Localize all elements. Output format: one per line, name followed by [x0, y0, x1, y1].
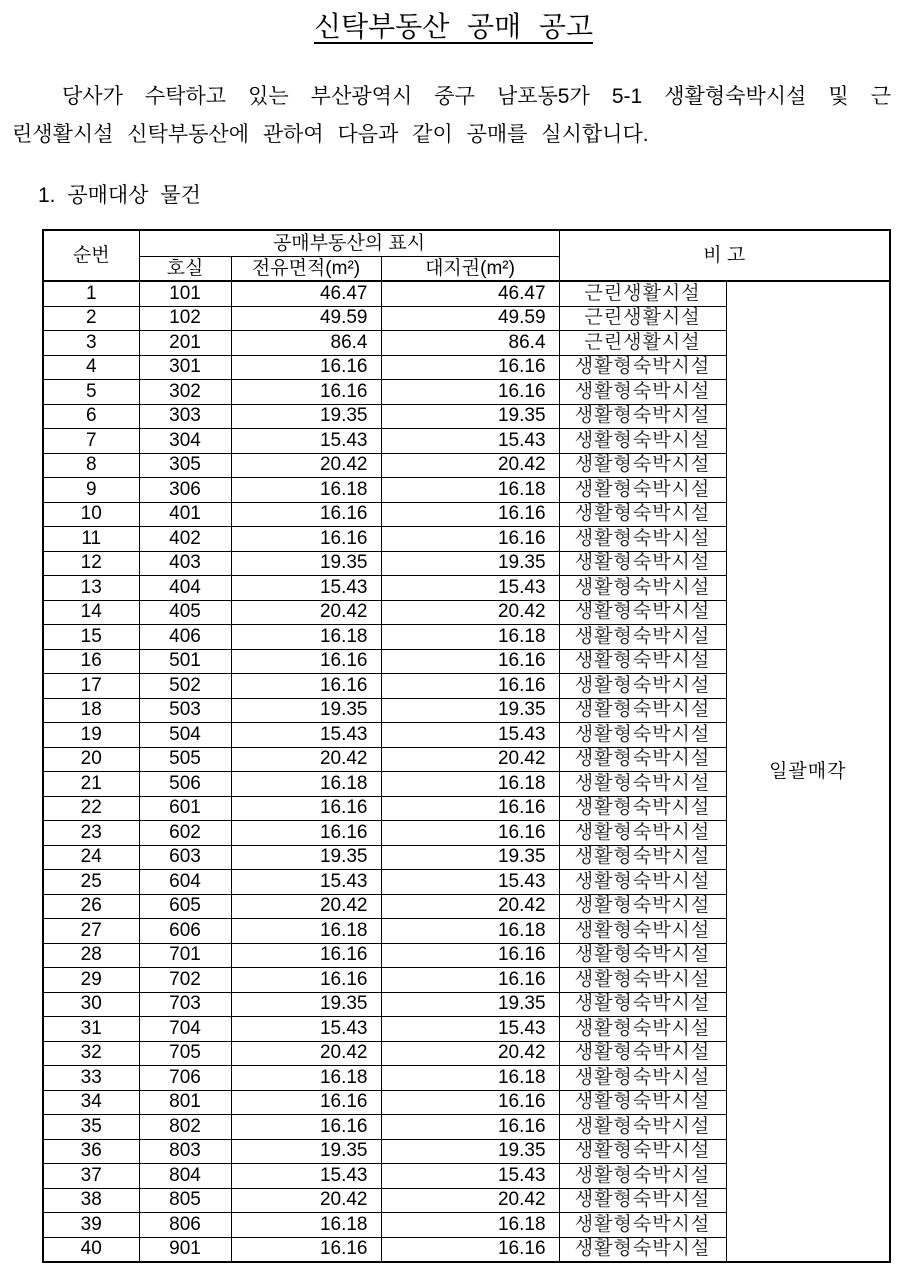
seq-cell: 1: [43, 281, 139, 306]
exclusive-area-cell: 49.59: [231, 306, 381, 331]
seq-cell: 10: [43, 502, 139, 527]
exclusive-area-cell: 16.16: [231, 502, 381, 527]
facility-type-cell: 생활형숙박시설: [559, 1090, 726, 1115]
facility-type-cell: 생활형숙박시설: [559, 992, 726, 1017]
land-right-cell: 16.16: [381, 796, 559, 821]
room-cell: 605: [139, 894, 231, 919]
land-right-cell: 20.42: [381, 600, 559, 625]
room-cell: 706: [139, 1066, 231, 1091]
seq-cell: 28: [43, 943, 139, 968]
land-right-cell: 16.18: [381, 1213, 559, 1238]
land-right-cell: 16.16: [381, 380, 559, 405]
exclusive-area-cell: 16.16: [231, 649, 381, 674]
exclusive-area-cell: 16.18: [231, 772, 381, 797]
document-page: [0, 10, 907, 1280]
facility-type-cell: 생활형숙박시설: [559, 747, 726, 772]
room-cell: 302: [139, 380, 231, 405]
header-land-right: 대지권(m²): [381, 257, 559, 282]
seq-cell: 6: [43, 404, 139, 429]
room-cell: 504: [139, 723, 231, 748]
land-right-cell: 16.16: [381, 1115, 559, 1140]
exclusive-area-cell: 16.16: [231, 527, 381, 552]
exclusive-area-cell: 16.18: [231, 1066, 381, 1091]
facility-type-cell: 생활형숙박시설: [559, 380, 726, 405]
seq-cell: 2: [43, 306, 139, 331]
seq-cell: 32: [43, 1041, 139, 1066]
land-right-cell: 19.35: [381, 551, 559, 576]
seq-cell: 24: [43, 845, 139, 870]
land-right-cell: 16.16: [381, 1237, 559, 1262]
land-right-cell: 19.35: [381, 404, 559, 429]
facility-type-cell: 생활형숙박시설: [559, 527, 726, 552]
room-cell: 801: [139, 1090, 231, 1115]
land-right-cell: 16.16: [381, 649, 559, 674]
facility-type-cell: 생활형숙박시설: [559, 355, 726, 380]
room-cell: 402: [139, 527, 231, 552]
seq-cell: 29: [43, 968, 139, 993]
room-cell: 901: [139, 1237, 231, 1262]
exclusive-area-cell: 20.42: [231, 1188, 381, 1213]
facility-type-cell: 생활형숙박시설: [559, 1115, 726, 1140]
room-cell: 401: [139, 502, 231, 527]
room-cell: 702: [139, 968, 231, 993]
exclusive-area-cell: 16.18: [231, 1213, 381, 1238]
facility-type-cell: 생활형숙박시설: [559, 551, 726, 576]
exclusive-area-cell: 15.43: [231, 576, 381, 601]
exclusive-area-cell: 16.16: [231, 355, 381, 380]
exclusive-area-cell: 15.43: [231, 870, 381, 895]
room-cell: 802: [139, 1115, 231, 1140]
auction-table: [42, 229, 891, 1263]
facility-type-cell: 생활형숙박시설: [559, 968, 726, 993]
room-cell: 806: [139, 1213, 231, 1238]
facility-type-cell: 생활형숙박시설: [559, 576, 726, 601]
facility-type-cell: 생활형숙박시설: [559, 674, 726, 699]
seq-cell: 26: [43, 894, 139, 919]
facility-type-cell: 근린생활시설: [559, 281, 726, 306]
facility-type-cell: 생활형숙박시설: [559, 870, 726, 895]
facility-type-cell: 생활형숙박시설: [559, 453, 726, 478]
room-cell: 705: [139, 1041, 231, 1066]
exclusive-area-cell: 19.35: [231, 845, 381, 870]
land-right-cell: 15.43: [381, 429, 559, 454]
exclusive-area-cell: 16.18: [231, 478, 381, 503]
exclusive-area-cell: 15.43: [231, 1017, 381, 1042]
seq-cell: 14: [43, 600, 139, 625]
exclusive-area-cell: 19.35: [231, 992, 381, 1017]
table-row: [43, 281, 890, 306]
exclusive-area-cell: 16.16: [231, 1115, 381, 1140]
land-right-cell: 15.43: [381, 1164, 559, 1189]
seq-cell: 34: [43, 1090, 139, 1115]
seq-cell: 9: [43, 478, 139, 503]
facility-type-cell: 근린생활시설: [559, 306, 726, 331]
facility-type-cell: 생활형숙박시설: [559, 1213, 726, 1238]
intro-line-2: 린생활시설 신탁부동산에 관하여 다음과 같이 공매를 실시합니다.: [12, 123, 649, 146]
seq-cell: 3: [43, 331, 139, 356]
land-right-cell: 16.16: [381, 1090, 559, 1115]
land-right-cell: 16.16: [381, 674, 559, 699]
seq-cell: 19: [43, 723, 139, 748]
exclusive-area-cell: 20.42: [231, 747, 381, 772]
room-cell: 506: [139, 772, 231, 797]
room-cell: 201: [139, 331, 231, 356]
room-cell: 502: [139, 674, 231, 699]
page-title-text: 신탁부동산 공매 공고: [314, 11, 593, 42]
facility-type-cell: 생활형숙박시설: [559, 894, 726, 919]
exclusive-area-cell: 16.16: [231, 674, 381, 699]
room-cell: 606: [139, 919, 231, 944]
facility-type-cell: 생활형숙박시설: [559, 845, 726, 870]
facility-type-cell: 생활형숙박시설: [559, 502, 726, 527]
exclusive-area-cell: 46.47: [231, 281, 381, 306]
land-right-cell: 19.35: [381, 992, 559, 1017]
room-cell: 404: [139, 576, 231, 601]
room-cell: 601: [139, 796, 231, 821]
seq-cell: 37: [43, 1164, 139, 1189]
land-right-cell: 16.18: [381, 625, 559, 650]
land-right-cell: 49.59: [381, 306, 559, 331]
facility-type-cell: 생활형숙박시설: [559, 1066, 726, 1091]
exclusive-area-cell: 19.35: [231, 698, 381, 723]
room-cell: 805: [139, 1188, 231, 1213]
exclusive-area-cell: 19.35: [231, 551, 381, 576]
header-note: 비 고: [559, 230, 890, 281]
seq-cell: 20: [43, 747, 139, 772]
land-right-cell: 15.43: [381, 870, 559, 895]
facility-type-cell: 생활형숙박시설: [559, 1017, 726, 1042]
land-right-cell: 16.16: [381, 943, 559, 968]
facility-type-cell: 생활형숙박시설: [559, 478, 726, 503]
room-cell: 503: [139, 698, 231, 723]
exclusive-area-cell: 16.18: [231, 625, 381, 650]
room-cell: 304: [139, 429, 231, 454]
land-right-cell: 20.42: [381, 894, 559, 919]
seq-cell: 25: [43, 870, 139, 895]
seq-cell: 8: [43, 453, 139, 478]
exclusive-area-cell: 20.42: [231, 453, 381, 478]
seq-cell: 33: [43, 1066, 139, 1091]
facility-type-cell: 생활형숙박시설: [559, 821, 726, 846]
seq-cell: 30: [43, 992, 139, 1017]
seq-cell: 4: [43, 355, 139, 380]
room-cell: 303: [139, 404, 231, 429]
seq-cell: 15: [43, 625, 139, 650]
facility-type-cell: 생활형숙박시설: [559, 723, 726, 748]
room-cell: 406: [139, 625, 231, 650]
seq-cell: 23: [43, 821, 139, 846]
exclusive-area-cell: 19.35: [231, 404, 381, 429]
exclusive-area-cell: 16.18: [231, 919, 381, 944]
land-right-cell: 16.16: [381, 968, 559, 993]
room-cell: 403: [139, 551, 231, 576]
land-right-cell: 20.42: [381, 453, 559, 478]
intro-line-1: 당사가 수탁하고 있는 부산광역시 중구 남포동5가 5-1 생활형숙박시설 및 근: [62, 85, 891, 108]
header-room: 호실: [139, 257, 231, 282]
seq-cell: 40: [43, 1237, 139, 1262]
seq-cell: 5: [43, 380, 139, 405]
header-exclusive-area: 전유면적(m²): [231, 257, 381, 282]
room-cell: 102: [139, 306, 231, 331]
land-right-cell: 16.16: [381, 502, 559, 527]
room-cell: 101: [139, 281, 231, 306]
land-right-cell: 16.16: [381, 355, 559, 380]
bulk-sale-note-cell: 일괄매각: [726, 281, 890, 1262]
seq-cell: 21: [43, 772, 139, 797]
seq-cell: 7: [43, 429, 139, 454]
land-right-cell: 46.47: [381, 281, 559, 306]
facility-type-cell: 근린생활시설: [559, 331, 726, 356]
room-cell: 405: [139, 600, 231, 625]
facility-type-cell: 생활형숙박시설: [559, 772, 726, 797]
seq-cell: 12: [43, 551, 139, 576]
exclusive-area-cell: 16.16: [231, 968, 381, 993]
land-right-cell: 19.35: [381, 845, 559, 870]
land-right-cell: 86.4: [381, 331, 559, 356]
room-cell: 704: [139, 1017, 231, 1042]
room-cell: 803: [139, 1139, 231, 1164]
section-heading: 1. 공매대상 물건: [38, 184, 201, 207]
facility-type-cell: 생활형숙박시설: [559, 600, 726, 625]
land-right-cell: 16.18: [381, 919, 559, 944]
land-right-cell: 15.43: [381, 1017, 559, 1042]
exclusive-area-cell: 16.16: [231, 1237, 381, 1262]
exclusive-area-cell: 86.4: [231, 331, 381, 356]
header-row-1: [43, 230, 890, 257]
land-right-cell: 15.43: [381, 576, 559, 601]
page-title: [0, 10, 907, 44]
facility-type-cell: 생활형숙박시설: [559, 625, 726, 650]
facility-type-cell: 생활형숙박시설: [559, 1188, 726, 1213]
exclusive-area-cell: 16.16: [231, 796, 381, 821]
facility-type-cell: 생활형숙박시설: [559, 1164, 726, 1189]
exclusive-area-cell: 20.42: [231, 894, 381, 919]
exclusive-area-cell: 15.43: [231, 1164, 381, 1189]
land-right-cell: 19.35: [381, 1139, 559, 1164]
seq-cell: 13: [43, 576, 139, 601]
land-right-cell: 16.16: [381, 527, 559, 552]
exclusive-area-cell: 16.16: [231, 380, 381, 405]
exclusive-area-cell: 16.16: [231, 821, 381, 846]
room-cell: 603: [139, 845, 231, 870]
auction-table-header: [43, 230, 890, 281]
land-right-cell: 20.42: [381, 1041, 559, 1066]
auction-table-body: [43, 281, 890, 1262]
land-right-cell: 16.16: [381, 821, 559, 846]
land-right-cell: 16.18: [381, 772, 559, 797]
facility-type-cell: 생활형숙박시설: [559, 919, 726, 944]
seq-cell: 31: [43, 1017, 139, 1042]
room-cell: 501: [139, 649, 231, 674]
seq-cell: 38: [43, 1188, 139, 1213]
exclusive-area-cell: 15.43: [231, 723, 381, 748]
exclusive-area-cell: 20.42: [231, 1041, 381, 1066]
land-right-cell: 16.18: [381, 478, 559, 503]
room-cell: 703: [139, 992, 231, 1017]
seq-cell: 39: [43, 1213, 139, 1238]
exclusive-area-cell: 19.35: [231, 1139, 381, 1164]
room-cell: 804: [139, 1164, 231, 1189]
seq-cell: 16: [43, 649, 139, 674]
facility-type-cell: 생활형숙박시설: [559, 943, 726, 968]
room-cell: 701: [139, 943, 231, 968]
facility-type-cell: 생활형숙박시설: [559, 649, 726, 674]
seq-cell: 27: [43, 919, 139, 944]
land-right-cell: 20.42: [381, 747, 559, 772]
exclusive-area-cell: 16.16: [231, 943, 381, 968]
room-cell: 604: [139, 870, 231, 895]
facility-type-cell: 생활형숙박시설: [559, 796, 726, 821]
land-right-cell: 19.35: [381, 698, 559, 723]
facility-type-cell: 생활형숙박시설: [559, 404, 726, 429]
seq-cell: 18: [43, 698, 139, 723]
seq-cell: 36: [43, 1139, 139, 1164]
seq-cell: 35: [43, 1115, 139, 1140]
facility-type-cell: 생활형숙박시설: [559, 1041, 726, 1066]
room-cell: 305: [139, 453, 231, 478]
seq-cell: 11: [43, 527, 139, 552]
exclusive-area-cell: 15.43: [231, 429, 381, 454]
facility-type-cell: 생활형숙박시설: [559, 698, 726, 723]
land-right-cell: 16.18: [381, 1066, 559, 1091]
facility-type-cell: 생활형숙박시설: [559, 1139, 726, 1164]
room-cell: 306: [139, 478, 231, 503]
room-cell: 505: [139, 747, 231, 772]
facility-type-cell: 생활형숙박시설: [559, 429, 726, 454]
exclusive-area-cell: 16.16: [231, 1090, 381, 1115]
land-right-cell: 15.43: [381, 723, 559, 748]
room-cell: 602: [139, 821, 231, 846]
intro-paragraph: [12, 78, 891, 154]
exclusive-area-cell: 20.42: [231, 600, 381, 625]
header-property-display: 공매부동산의 표시: [139, 230, 559, 257]
seq-cell: 22: [43, 796, 139, 821]
room-cell: 301: [139, 355, 231, 380]
header-seq: 순번: [43, 230, 139, 281]
land-right-cell: 20.42: [381, 1188, 559, 1213]
seq-cell: 17: [43, 674, 139, 699]
facility-type-cell: 생활형숙박시설: [559, 1237, 726, 1262]
